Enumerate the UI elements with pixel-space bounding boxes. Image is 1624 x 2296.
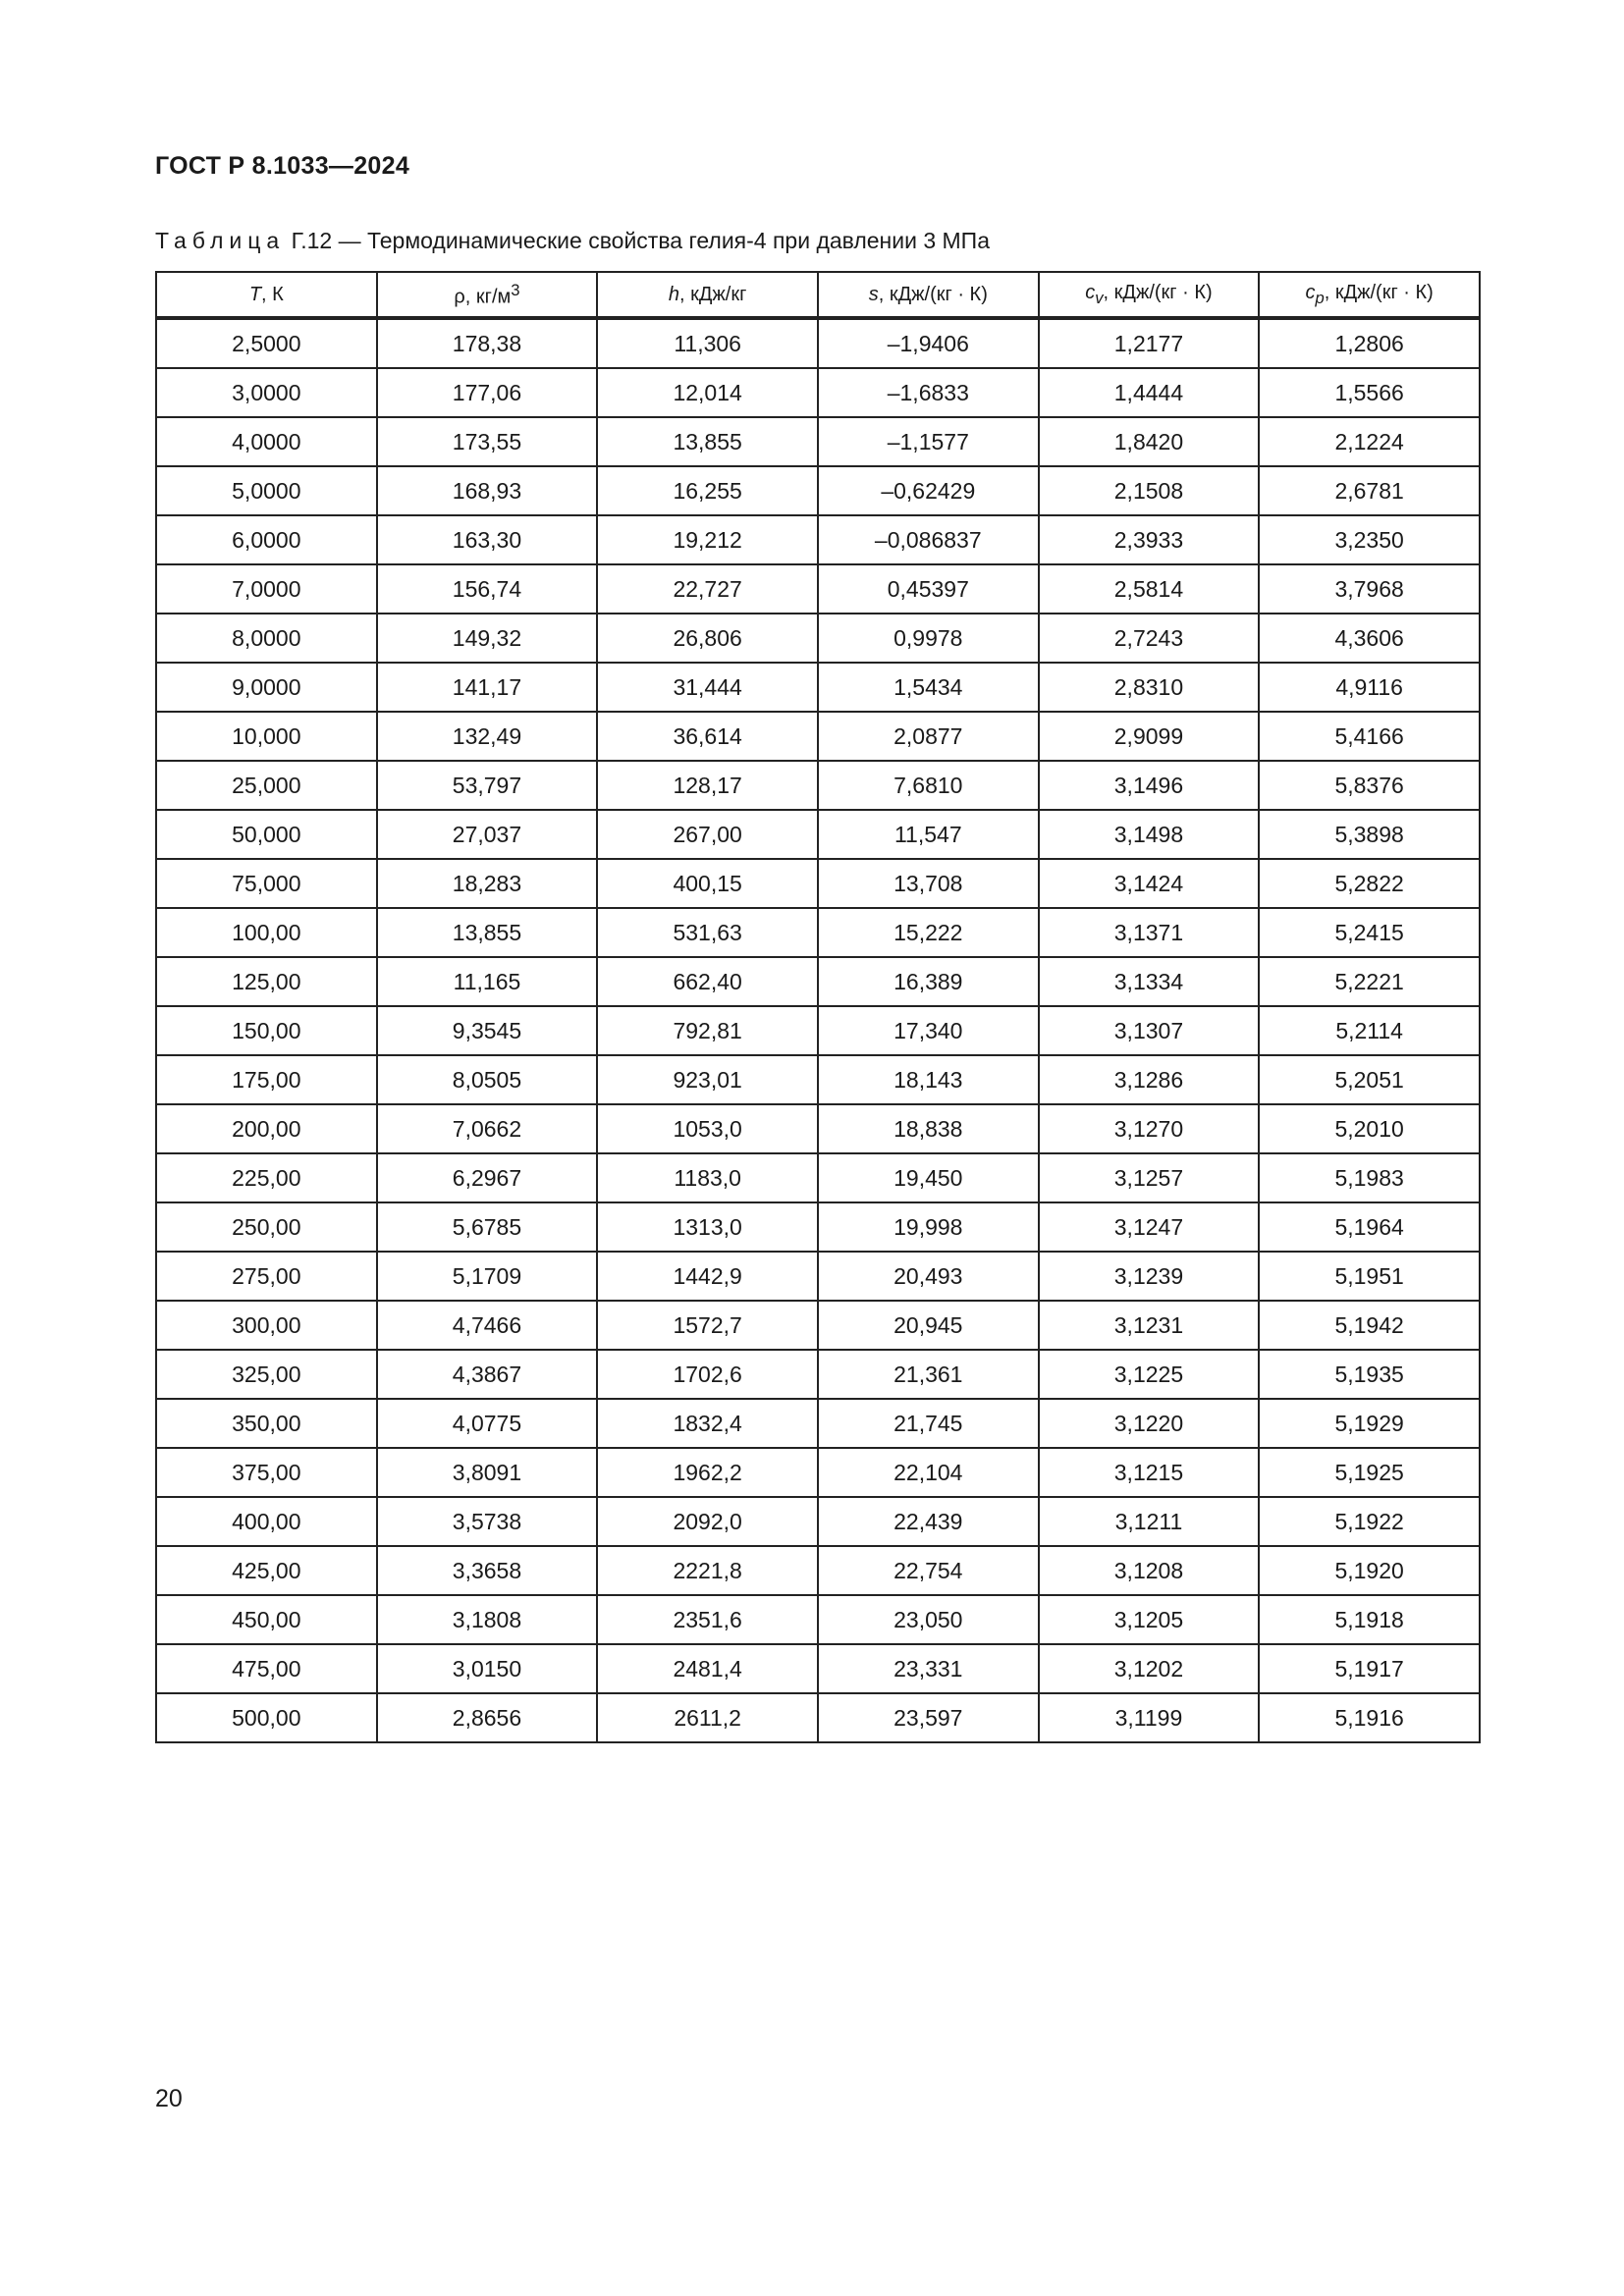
table-cell: 3,1202 (1039, 1644, 1260, 1693)
table-cell: 0,45397 (818, 564, 1039, 614)
table-cell: 141,17 (377, 663, 598, 712)
table-cell: 156,74 (377, 564, 598, 614)
table-cell: 792,81 (597, 1006, 818, 1055)
table-cell: 3,1270 (1039, 1104, 1260, 1153)
table-cell: 3,1247 (1039, 1202, 1260, 1252)
table-cell: 23,050 (818, 1595, 1039, 1644)
table-row (156, 318, 1480, 368)
table-cell: 2221,8 (597, 1546, 818, 1595)
table-cell: 531,63 (597, 908, 818, 957)
table-cell: 5,1942 (1259, 1301, 1480, 1350)
table-cell: –0,62429 (818, 466, 1039, 515)
table-cell: 149,32 (377, 614, 598, 663)
table-cell: 23,331 (818, 1644, 1039, 1693)
table-cell: 2611,2 (597, 1693, 818, 1742)
table-cell: 2,8310 (1039, 663, 1260, 712)
table-cell: 3,3658 (377, 1546, 598, 1595)
table-cell: 2,8656 (377, 1693, 598, 1742)
table-cell: –1,9406 (818, 318, 1039, 368)
table-row (156, 614, 1480, 663)
table-cell: 25,000 (156, 761, 377, 810)
table-cell: 375,00 (156, 1448, 377, 1497)
table-cell: 275,00 (156, 1252, 377, 1301)
table-cell: 3,1286 (1039, 1055, 1260, 1104)
col-header-enthalpy: h, кДж/кг (597, 272, 818, 318)
table-cell: 22,439 (818, 1497, 1039, 1546)
table-cell: –1,6833 (818, 368, 1039, 417)
table-cell: 9,0000 (156, 663, 377, 712)
col-header-density: ρ, $кг/м^3$ (377, 272, 598, 318)
table-cell: 500,00 (156, 1693, 377, 1742)
table-cell: 2351,6 (597, 1595, 818, 1644)
table-cell: 21,745 (818, 1399, 1039, 1448)
table-row (156, 1006, 1480, 1055)
thermo-properties-table (155, 271, 1481, 1743)
table-cell: 11,547 (818, 810, 1039, 859)
table-cell: 11,306 (597, 318, 818, 368)
table-row (156, 1252, 1480, 1301)
table-cell: 26,806 (597, 614, 818, 663)
table-cell: 19,212 (597, 515, 818, 564)
table-cell: 3,5738 (377, 1497, 598, 1546)
table-cell: 0,9978 (818, 614, 1039, 663)
table-cell: 300,00 (156, 1301, 377, 1350)
table-cell: 2,5814 (1039, 564, 1260, 614)
table-row (156, 417, 1480, 466)
table-cell: 18,283 (377, 859, 598, 908)
table-cell: 22,727 (597, 564, 818, 614)
table-cell: 3,1239 (1039, 1252, 1260, 1301)
col-header-cv: $c_v$, кДж/(кг · К) (1039, 272, 1260, 318)
table-cell: 3,2350 (1259, 515, 1480, 564)
table-cell: 7,6810 (818, 761, 1039, 810)
table-cell: 5,2010 (1259, 1104, 1480, 1153)
table-cell: 3,7968 (1259, 564, 1480, 614)
table-header-row (156, 272, 1480, 318)
table-cell: 3,0150 (377, 1644, 598, 1693)
table-cell: 2,1224 (1259, 417, 1480, 466)
table-cell: 2481,4 (597, 1644, 818, 1693)
table-cell: 475,00 (156, 1644, 377, 1693)
table-cell: 5,1925 (1259, 1448, 1480, 1497)
col-header-entropy: s, кДж/(кг · К) (818, 272, 1039, 318)
table-cell: 400,00 (156, 1497, 377, 1546)
table-cell: 18,838 (818, 1104, 1039, 1153)
table-cell: 10,000 (156, 712, 377, 761)
table-cell: 22,104 (818, 1448, 1039, 1497)
table-cell: 27,037 (377, 810, 598, 859)
table-cell: 250,00 (156, 1202, 377, 1252)
table-cell: 5,2051 (1259, 1055, 1480, 1104)
table-cell: 350,00 (156, 1399, 377, 1448)
table-cell: 1,2806 (1259, 318, 1480, 368)
table-cell: 1313,0 (597, 1202, 818, 1252)
table-cell: 178,38 (377, 318, 598, 368)
table-cell: 267,00 (597, 810, 818, 859)
table-cell: –1,1577 (818, 417, 1039, 466)
table-cell: 7,0662 (377, 1104, 598, 1153)
table-cell: 5,8376 (1259, 761, 1480, 810)
table-cell: 173,55 (377, 417, 598, 466)
table-row (156, 1399, 1480, 1448)
table-cell: 450,00 (156, 1595, 377, 1644)
table-cell: 3,1424 (1039, 859, 1260, 908)
table-cell: 5,1918 (1259, 1595, 1480, 1644)
table-cell: 1053,0 (597, 1104, 818, 1153)
table-row (156, 663, 1480, 712)
table-cell: 200,00 (156, 1104, 377, 1153)
table-cell: 5,2415 (1259, 908, 1480, 957)
table-cell: 3,1496 (1039, 761, 1260, 810)
table-cell: 5,1964 (1259, 1202, 1480, 1252)
table-row (156, 1055, 1480, 1104)
table-cell: 19,450 (818, 1153, 1039, 1202)
table-cell: 17,340 (818, 1006, 1039, 1055)
col-header-cp: $c_p$, кДж/(кг · К) (1259, 272, 1480, 318)
table-cell: 5,1920 (1259, 1546, 1480, 1595)
table-cell: 5,1709 (377, 1252, 598, 1301)
table-row (156, 908, 1480, 957)
table-cell: 8,0000 (156, 614, 377, 663)
table-cell: 168,93 (377, 466, 598, 515)
table-cell: 3,1215 (1039, 1448, 1260, 1497)
table-cell: 21,361 (818, 1350, 1039, 1399)
table-cell: 1832,4 (597, 1399, 818, 1448)
table-cell: 16,389 (818, 957, 1039, 1006)
table-row (156, 1644, 1480, 1693)
table-cell: 5,1922 (1259, 1497, 1480, 1546)
document-header: ГОСТ Р 8.1033—2024 (155, 152, 410, 180)
table-cell: 3,8091 (377, 1448, 598, 1497)
table-cell: 2,7243 (1039, 614, 1260, 663)
table-cell: 5,1951 (1259, 1252, 1480, 1301)
table-cell: 3,1371 (1039, 908, 1260, 957)
table-cell: 31,444 (597, 663, 818, 712)
table-cell: 2,3933 (1039, 515, 1260, 564)
table-cell: 3,1307 (1039, 1006, 1260, 1055)
page-number: 20 (155, 2085, 183, 2112)
table-row (156, 1301, 1480, 1350)
table-cell: 1,8420 (1039, 417, 1260, 466)
table-row (156, 1693, 1480, 1742)
table-row (156, 957, 1480, 1006)
table-cell: 100,00 (156, 908, 377, 957)
table-cell: 1,5566 (1259, 368, 1480, 417)
table-cell: 50,000 (156, 810, 377, 859)
table-cell: 75,000 (156, 859, 377, 908)
table-row (156, 515, 1480, 564)
table-row (156, 368, 1480, 417)
table-row (156, 1202, 1480, 1252)
table-cell: 325,00 (156, 1350, 377, 1399)
table-cell: 2,0877 (818, 712, 1039, 761)
table-cell: 36,614 (597, 712, 818, 761)
table-cell: 150,00 (156, 1006, 377, 1055)
table-cell: 3,1225 (1039, 1350, 1260, 1399)
table-row (156, 1104, 1480, 1153)
table-row (156, 712, 1480, 761)
table-cell: 1183,0 (597, 1153, 818, 1202)
table-cell: 5,1935 (1259, 1350, 1480, 1399)
table-cell: 18,143 (818, 1055, 1039, 1104)
table-cell: 6,2967 (377, 1153, 598, 1202)
table-caption-prefix: Таблица (155, 228, 286, 253)
table-cell: 53,797 (377, 761, 598, 810)
table-cell: 132,49 (377, 712, 598, 761)
table-cell: 400,15 (597, 859, 818, 908)
table-caption-title: Г.12 — Термодинамические свойства гелия-4 при давлении 3 МПа (285, 228, 991, 253)
table-body (156, 318, 1480, 1742)
table-cell: 15,222 (818, 908, 1039, 957)
table-cell: 22,754 (818, 1546, 1039, 1595)
table-cell: 1962,2 (597, 1448, 818, 1497)
table-cell: 5,1916 (1259, 1693, 1480, 1742)
table-cell: 5,1917 (1259, 1644, 1480, 1693)
table-row (156, 859, 1480, 908)
table-cell: 7,0000 (156, 564, 377, 614)
table-cell: 12,014 (597, 368, 818, 417)
table-cell: 5,3898 (1259, 810, 1480, 859)
table-cell: 177,06 (377, 368, 598, 417)
table-cell: 5,2221 (1259, 957, 1480, 1006)
table-cell: 225,00 (156, 1153, 377, 1202)
table-cell: 20,493 (818, 1252, 1039, 1301)
table-cell: 3,1231 (1039, 1301, 1260, 1350)
table-cell: 11,165 (377, 957, 598, 1006)
table-cell: 4,3867 (377, 1350, 598, 1399)
table-cell: 3,1208 (1039, 1546, 1260, 1595)
table-cell: 3,1498 (1039, 810, 1260, 859)
table-cell: 3,0000 (156, 368, 377, 417)
table-cell: 19,998 (818, 1202, 1039, 1252)
table-cell: 5,2114 (1259, 1006, 1480, 1055)
table-cell: 3,1220 (1039, 1399, 1260, 1448)
table-cell: 1702,6 (597, 1350, 818, 1399)
table-cell: 9,3545 (377, 1006, 598, 1055)
table-cell: 6,0000 (156, 515, 377, 564)
col-header-temperature: T, К (156, 272, 377, 318)
table-cell: 425,00 (156, 1546, 377, 1595)
table-cell: 3,1334 (1039, 957, 1260, 1006)
table-cell: 4,7466 (377, 1301, 598, 1350)
table-cell: 4,3606 (1259, 614, 1480, 663)
table-row (156, 810, 1480, 859)
table-cell: 3,1257 (1039, 1153, 1260, 1202)
table-row (156, 1448, 1480, 1497)
table-cell: 16,255 (597, 466, 818, 515)
table-cell: 1442,9 (597, 1252, 818, 1301)
table-cell: 23,597 (818, 1693, 1039, 1742)
table-cell: 128,17 (597, 761, 818, 810)
table-cell: 175,00 (156, 1055, 377, 1104)
table-cell: 5,4166 (1259, 712, 1480, 761)
table-cell: 5,0000 (156, 466, 377, 515)
table-cell: 5,6785 (377, 1202, 598, 1252)
table-cell: 3,1199 (1039, 1693, 1260, 1742)
table-cell: 4,0000 (156, 417, 377, 466)
table-cell: 923,01 (597, 1055, 818, 1104)
table-cell: 2,6781 (1259, 466, 1480, 515)
table-row (156, 1595, 1480, 1644)
table-cell: 4,0775 (377, 1399, 598, 1448)
table-cell: 13,855 (597, 417, 818, 466)
table-cell: 2,1508 (1039, 466, 1260, 515)
table-cell: 3,1205 (1039, 1595, 1260, 1644)
table-cell: 163,30 (377, 515, 598, 564)
table-cell: 3,1808 (377, 1595, 598, 1644)
table-cell: 3,1211 (1039, 1497, 1260, 1546)
table-cell: –0,086837 (818, 515, 1039, 564)
table-cell: 1,4444 (1039, 368, 1260, 417)
table-cell: 5,1983 (1259, 1153, 1480, 1202)
table-cell: 1,5434 (818, 663, 1039, 712)
table-cell: 2,9099 (1039, 712, 1260, 761)
table-cell: 5,2822 (1259, 859, 1480, 908)
table-cell: 13,708 (818, 859, 1039, 908)
table-cell: 20,945 (818, 1301, 1039, 1350)
table-cell: 4,9116 (1259, 663, 1480, 712)
table-cell: 1,2177 (1039, 318, 1260, 368)
table-row (156, 761, 1480, 810)
table-row (156, 1546, 1480, 1595)
table-caption (155, 228, 990, 254)
table-row (156, 466, 1480, 515)
table-cell: 5,1929 (1259, 1399, 1480, 1448)
table-cell: 2092,0 (597, 1497, 818, 1546)
table-cell: 662,40 (597, 957, 818, 1006)
table-cell: 8,0505 (377, 1055, 598, 1104)
table-row (156, 1350, 1480, 1399)
table-cell: 125,00 (156, 957, 377, 1006)
table-cell: 2,5000 (156, 318, 377, 368)
table-cell: 13,855 (377, 908, 598, 957)
table-row (156, 564, 1480, 614)
table-row (156, 1153, 1480, 1202)
table-row (156, 1497, 1480, 1546)
table-cell: 1572,7 (597, 1301, 818, 1350)
